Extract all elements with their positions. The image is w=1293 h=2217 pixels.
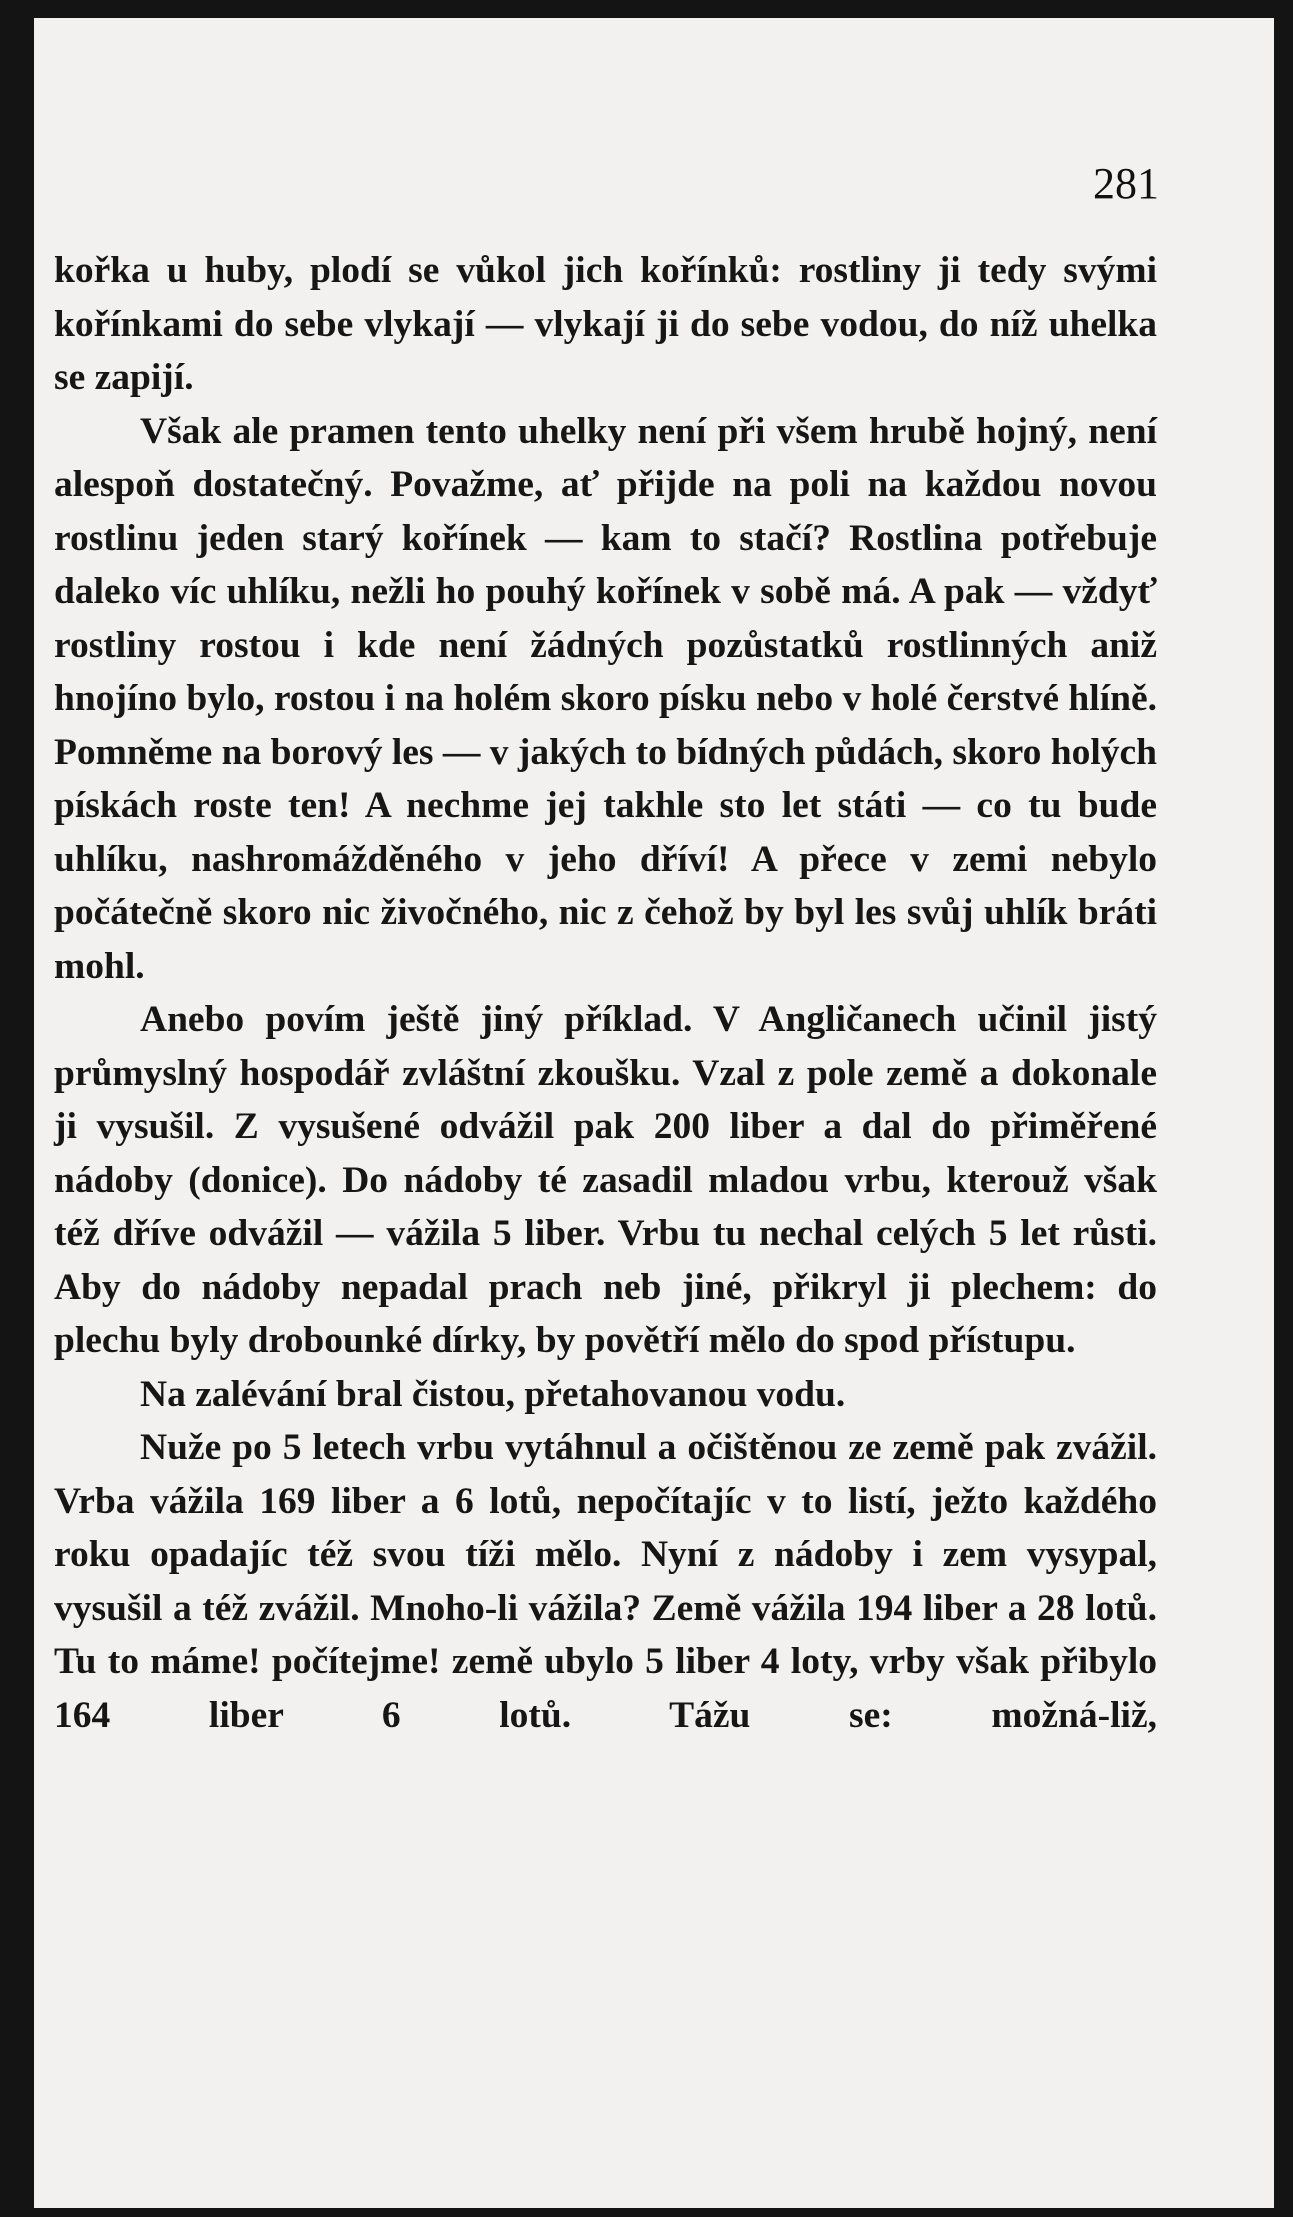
paragraph: Anebo povím ještě jiný příklad. V Angličanech učinil jistý průmyslný hospodář zvláštní zkoušku. Vzal z pole země a dokonale ji vysušil. Z vysušené odvážil pak 200 liber a dal do přiměřené nádoby (donice). Do nádoby té zasadil mladou vrbu, kterouž však též dříve odvážil — vážila 5 liber. Vrbu tu nechal celých 5 let růsti. Aby do nádoby nepadal prach neb jiné, přikryl ji plechem: do plechu byly drobounké dírky, by povětří mělo do spod přístupu. (54, 999, 1157, 1361)
page-number: 281 (1093, 159, 1159, 208)
paragraph: kořka u huby, plodí se vůkol jich kořínků: rostliny ji tedy svými kořínkami do sebe vlykají — vlykají ji do sebe vodou, do níž uhelka se zapijí. (54, 250, 1157, 398)
paragraph: Nuže po 5 letech vrbu vytáhnul a očištěnou ze země pak zvážil. Vrba vážila 169 liber a 6 lotů, nepočítajíc v to listí, ježto každého roku opadajíc též svou tíži mělo. Nyní z nádoby i zem vysypal, vysušil a též zvážil. Mnoho-li vážila? Země vážila 194 liber a 28 lotů. Tu to máme! počítejme! země ubylo 5 liber 4 loty, vrby však přibylo 164 liber 6 lotů. Tážu se: možná-liž, (54, 1427, 1157, 1736)
book-page (34, 18, 1274, 2208)
paragraph: Na zalévání bral čistou, přetahovanou vodu. (140, 1373, 846, 1415)
page-text (54, 244, 1157, 1742)
paragraph: Však ale pramen tento uhelky není při všem hrubě hojný, není alespoň dostatečný. Považme, ať přijde na poli na každou novou rostlinu jeden starý kořínek — kam to stačí? Rostlina potřebuje daleko víc uhlíku, nežli ho pouhý kořínek v sobě má. A pak — vždyť rostliny rostou i kde není žádných pozůstatků rostlinných aniž hnojíno bylo, rostou i na holém skoro písku nebo v holé čerstvé hlíně. Pomněme na borový les — v jakých to bídných půdách, skoro holých pískách roste ten! A nechme jej takhle sto let státi — co tu bude uhlíku, nashromážděného v jeho dříví! A přece v zemi nebylo počátečně skoro nic živočného, nic z čehož by byl les svůj uhlík bráti mohl. (54, 410, 1157, 987)
